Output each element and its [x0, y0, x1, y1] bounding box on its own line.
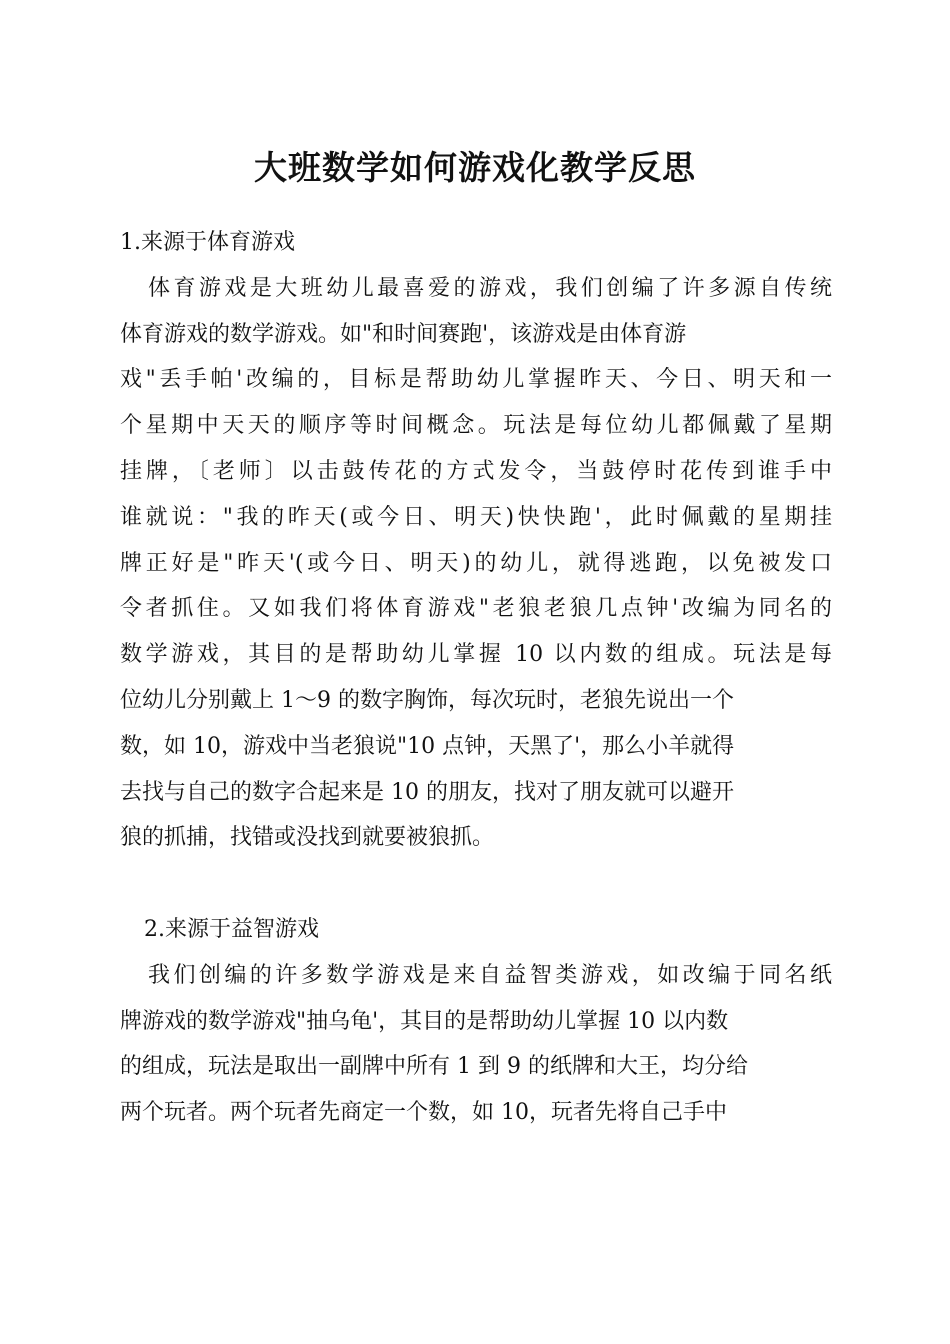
- paragraph-line: 狼的抓捕，找错或没找到就要被狼抓。: [120, 825, 495, 851]
- section-paragraph-1: [120, 266, 832, 861]
- section-heading-2: 2.来源于益智游戏: [144, 916, 319, 942]
- paragraph-line: 位幼儿分别戴上 1～9 的数字胸饰，每次玩时，老狼先说出一个: [120, 687, 734, 713]
- paragraph-line: 我们创编的许多数学游戏是来自益智类游戏，如改编于同名纸: [148, 962, 832, 988]
- paragraph-line: 去找与自己的数字合起来是 10 的朋友，找对了朋友就可以避开: [120, 779, 734, 805]
- paragraph-line: 两个玩者。两个玩者先商定一个数，如 10，玩者先将自己手中: [120, 1100, 727, 1126]
- paragraph-line: 令者抓住。又如我们将体育游戏"老狼老狼几点钟'改编为同名的: [120, 596, 832, 622]
- section-heading-1: 1.来源于体育游戏: [120, 230, 295, 255]
- paragraph-line: 的组成，玩法是取出一副牌中所有 1 到 9 的纸牌和大王，均分给: [120, 1054, 748, 1080]
- paragraph-line: 个星期中天天的顺序等时间概念。玩法是每位幼儿都佩戴了星期: [120, 413, 832, 439]
- paragraph-line: 谁就说："我的昨天(或今日、明天)快快跑'，此时佩戴的星期挂: [120, 504, 832, 530]
- paragraph-line: 牌游戏的数学游戏"抽乌龟'，其目的是帮助幼儿掌握 10 以内数: [120, 1008, 729, 1034]
- paragraph-line: 戏"丢手帕'改编的，目标是帮助幼儿掌握昨天、今日、明天和一: [120, 367, 832, 393]
- document-title: 大班数学如何游戏化教学反思: [254, 148, 696, 187]
- paragraph-line: 数学游戏，其目的是帮助幼儿掌握 10 以内数的组成。玩法是每: [120, 642, 832, 668]
- paragraph-line: 牌正好是"昨天'(或今日、明天)的幼儿，就得逃跑，以免被发口: [120, 550, 832, 576]
- section-paragraph-2: [120, 953, 832, 1136]
- paragraph-line: 体育游戏的数学游戏。如"和时间赛跑'，该游戏是由体育游: [120, 321, 687, 347]
- paragraph-line: 数，如 10，游戏中当老狼说"10 点钟，天黑了'，那么小羊就得: [120, 733, 735, 759]
- document-body: [120, 220, 832, 1136]
- paragraph-line: 体育游戏是大班幼儿最喜爱的游戏，我们创编了许多源自传统: [148, 275, 832, 301]
- paragraph-line: 挂牌，〔老师〕以击鼓传花的方式发令，当鼓停时花传到谁手中: [120, 458, 832, 484]
